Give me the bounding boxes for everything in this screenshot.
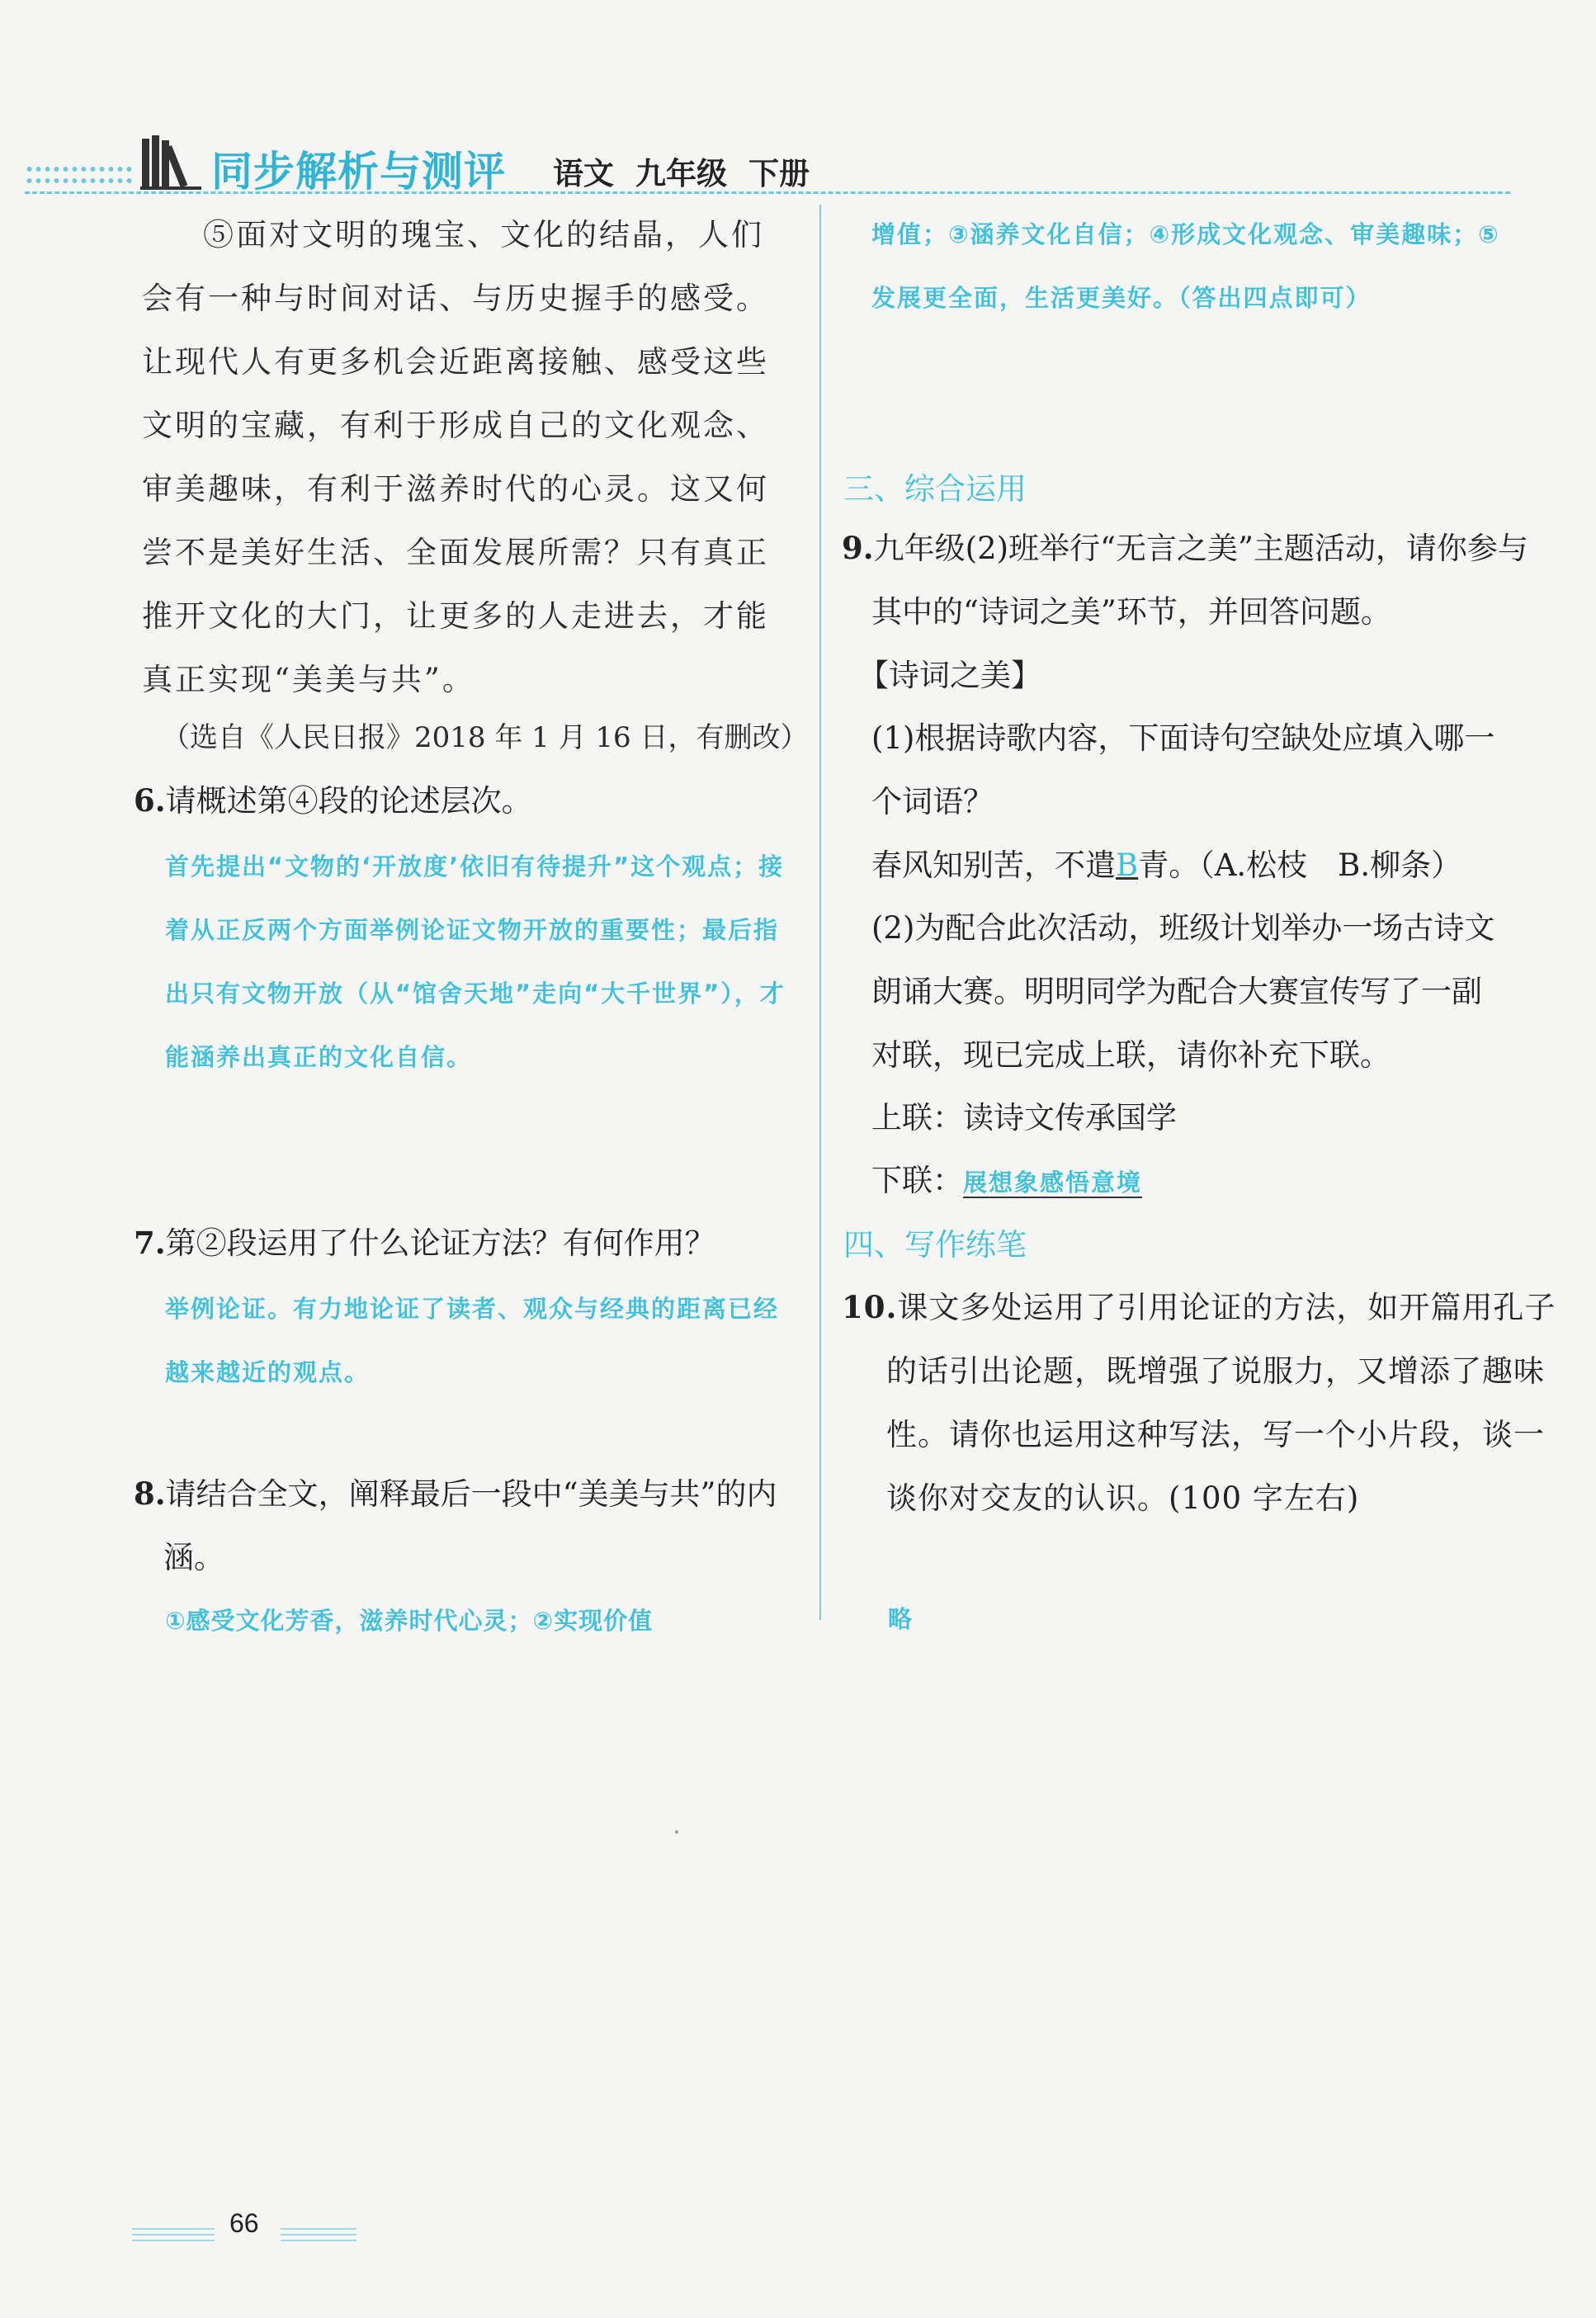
column-divider: [819, 205, 821, 1620]
answer-8-part1: ①感受文化芳香，滋养时代心灵；②实现价值: [165, 1607, 654, 1635]
poem-after: 青。（A.松枝 B.柳条）: [1138, 847, 1462, 883]
question-7: [134, 1211, 802, 1275]
answer-6: 首先提出“文物的‘开放度’依旧有待提升”这个观点；接着从正反两个方面举例论证文物开放的重要性；最后指出只有文物开放（从“馆舍天地”走向“大千世界”），才能涵养出真正的文化自信。: [165, 852, 786, 1071]
question-9-poem: [871, 833, 1512, 897]
question-text: 请结合全文，阐释最后一段中“美美与共”的内涵。: [163, 1476, 777, 1575]
page-number: 66: [229, 2208, 259, 2238]
passage-paragraph-5: ⑤面对文明的瑰宝、文化的结晶，人们会有一种与时间对话、与历史握手的感受。让现代人有更多机会近距离接触、感受这些文明的宝藏，有利于形成自己的文化观念、审美趣味，有利于滋养时代的心灵。这又何尝不是美好生活、全面发展所需？只有真正推开文化的大门，让更多的人走进去，才能真正实现“美美与共”。: [142, 217, 769, 697]
header-dots-top: [25, 165, 132, 173]
question-9-part2: (2)为配合此次活动，班级计划举办一场古诗文朗诵大赛。明明同学为配合大赛宣传写了一副对联，现已完成上联，请你补充下联。: [871, 910, 1495, 1073]
footer-lines-left: [132, 2228, 215, 2241]
question-number: 9.: [842, 530, 874, 566]
question-text: 第②段运用了什么论证方法？有何作用？: [165, 1225, 715, 1261]
poem-blank-answer: B: [1116, 847, 1139, 883]
question-text: 课文多处运用了引用论证的方法，如开篇用孔子的话引出论题，既增强了说服力，又增添了趣味性。请你也运用这种写法，写一个小片段，谈一谈你对交友的认识。(100 字左右): [886, 1290, 1556, 1516]
brand-title: 同步解析与测评: [211, 148, 506, 196]
question-9-subhead: 【诗词之美】: [858, 658, 1041, 693]
couplet-lower: [871, 1149, 1512, 1215]
scan-speck: [675, 1830, 678, 1834]
answer-8-part2: 增值；③涵养文化自信；④形成文化观念、审美趣味；⑤发展更全面，生活更美好。（答出四点即可）: [871, 220, 1500, 312]
question-number: 7.: [134, 1225, 166, 1261]
volume-label: 下册: [748, 156, 810, 191]
books-icon: [140, 134, 203, 190]
question-10: [842, 1276, 1556, 1530]
question-number: 6.: [134, 782, 166, 819]
couplet-upper: 上联：读诗文传承国学: [871, 1100, 1177, 1135]
header-dots-bottom: [25, 177, 132, 185]
couplet-lower-answer: 展想象感悟意境: [963, 1168, 1143, 1197]
question-number: 8.: [134, 1475, 166, 1512]
header-divider: [25, 191, 1510, 194]
question-8: [134, 1462, 832, 1589]
page-header: [0, 0, 1596, 198]
question-6: [134, 769, 802, 833]
footer-lines-right: [281, 2228, 357, 2241]
answer-7: 举例论证。有力地论证了读者、观众与经典的距离已经越来越近的观点。: [165, 1295, 780, 1386]
question-9: [842, 517, 1542, 644]
question-number: 10.: [842, 1289, 898, 1325]
subject-label: 语文: [553, 156, 614, 191]
poem-before: 春风知别苦，不遣: [871, 847, 1116, 883]
grade-label: 九年级: [635, 156, 727, 191]
section-title-integrated-use: 三、综合运用: [843, 471, 1027, 507]
question-9-part1: (1)根据诗歌内容，下面诗句空缺处应填入哪一个词语？: [871, 720, 1495, 819]
passage-source: （选自《人民日报》2018 年 1 月 16 日，有删改）: [162, 721, 809, 754]
answer-10: 略: [888, 1605, 914, 1633]
question-text: 九年级(2)班举行“无言之美”主题活动，请你参与其中的“诗词之美”环节，并回答问题。: [871, 531, 1528, 630]
couplet-lower-label: 下联：: [871, 1163, 963, 1198]
section-title-writing-practice: 四、写作练笔: [843, 1227, 1027, 1263]
question-text: 请概述第④段的论述层次。: [165, 783, 532, 819]
header-subject: [553, 149, 831, 193]
